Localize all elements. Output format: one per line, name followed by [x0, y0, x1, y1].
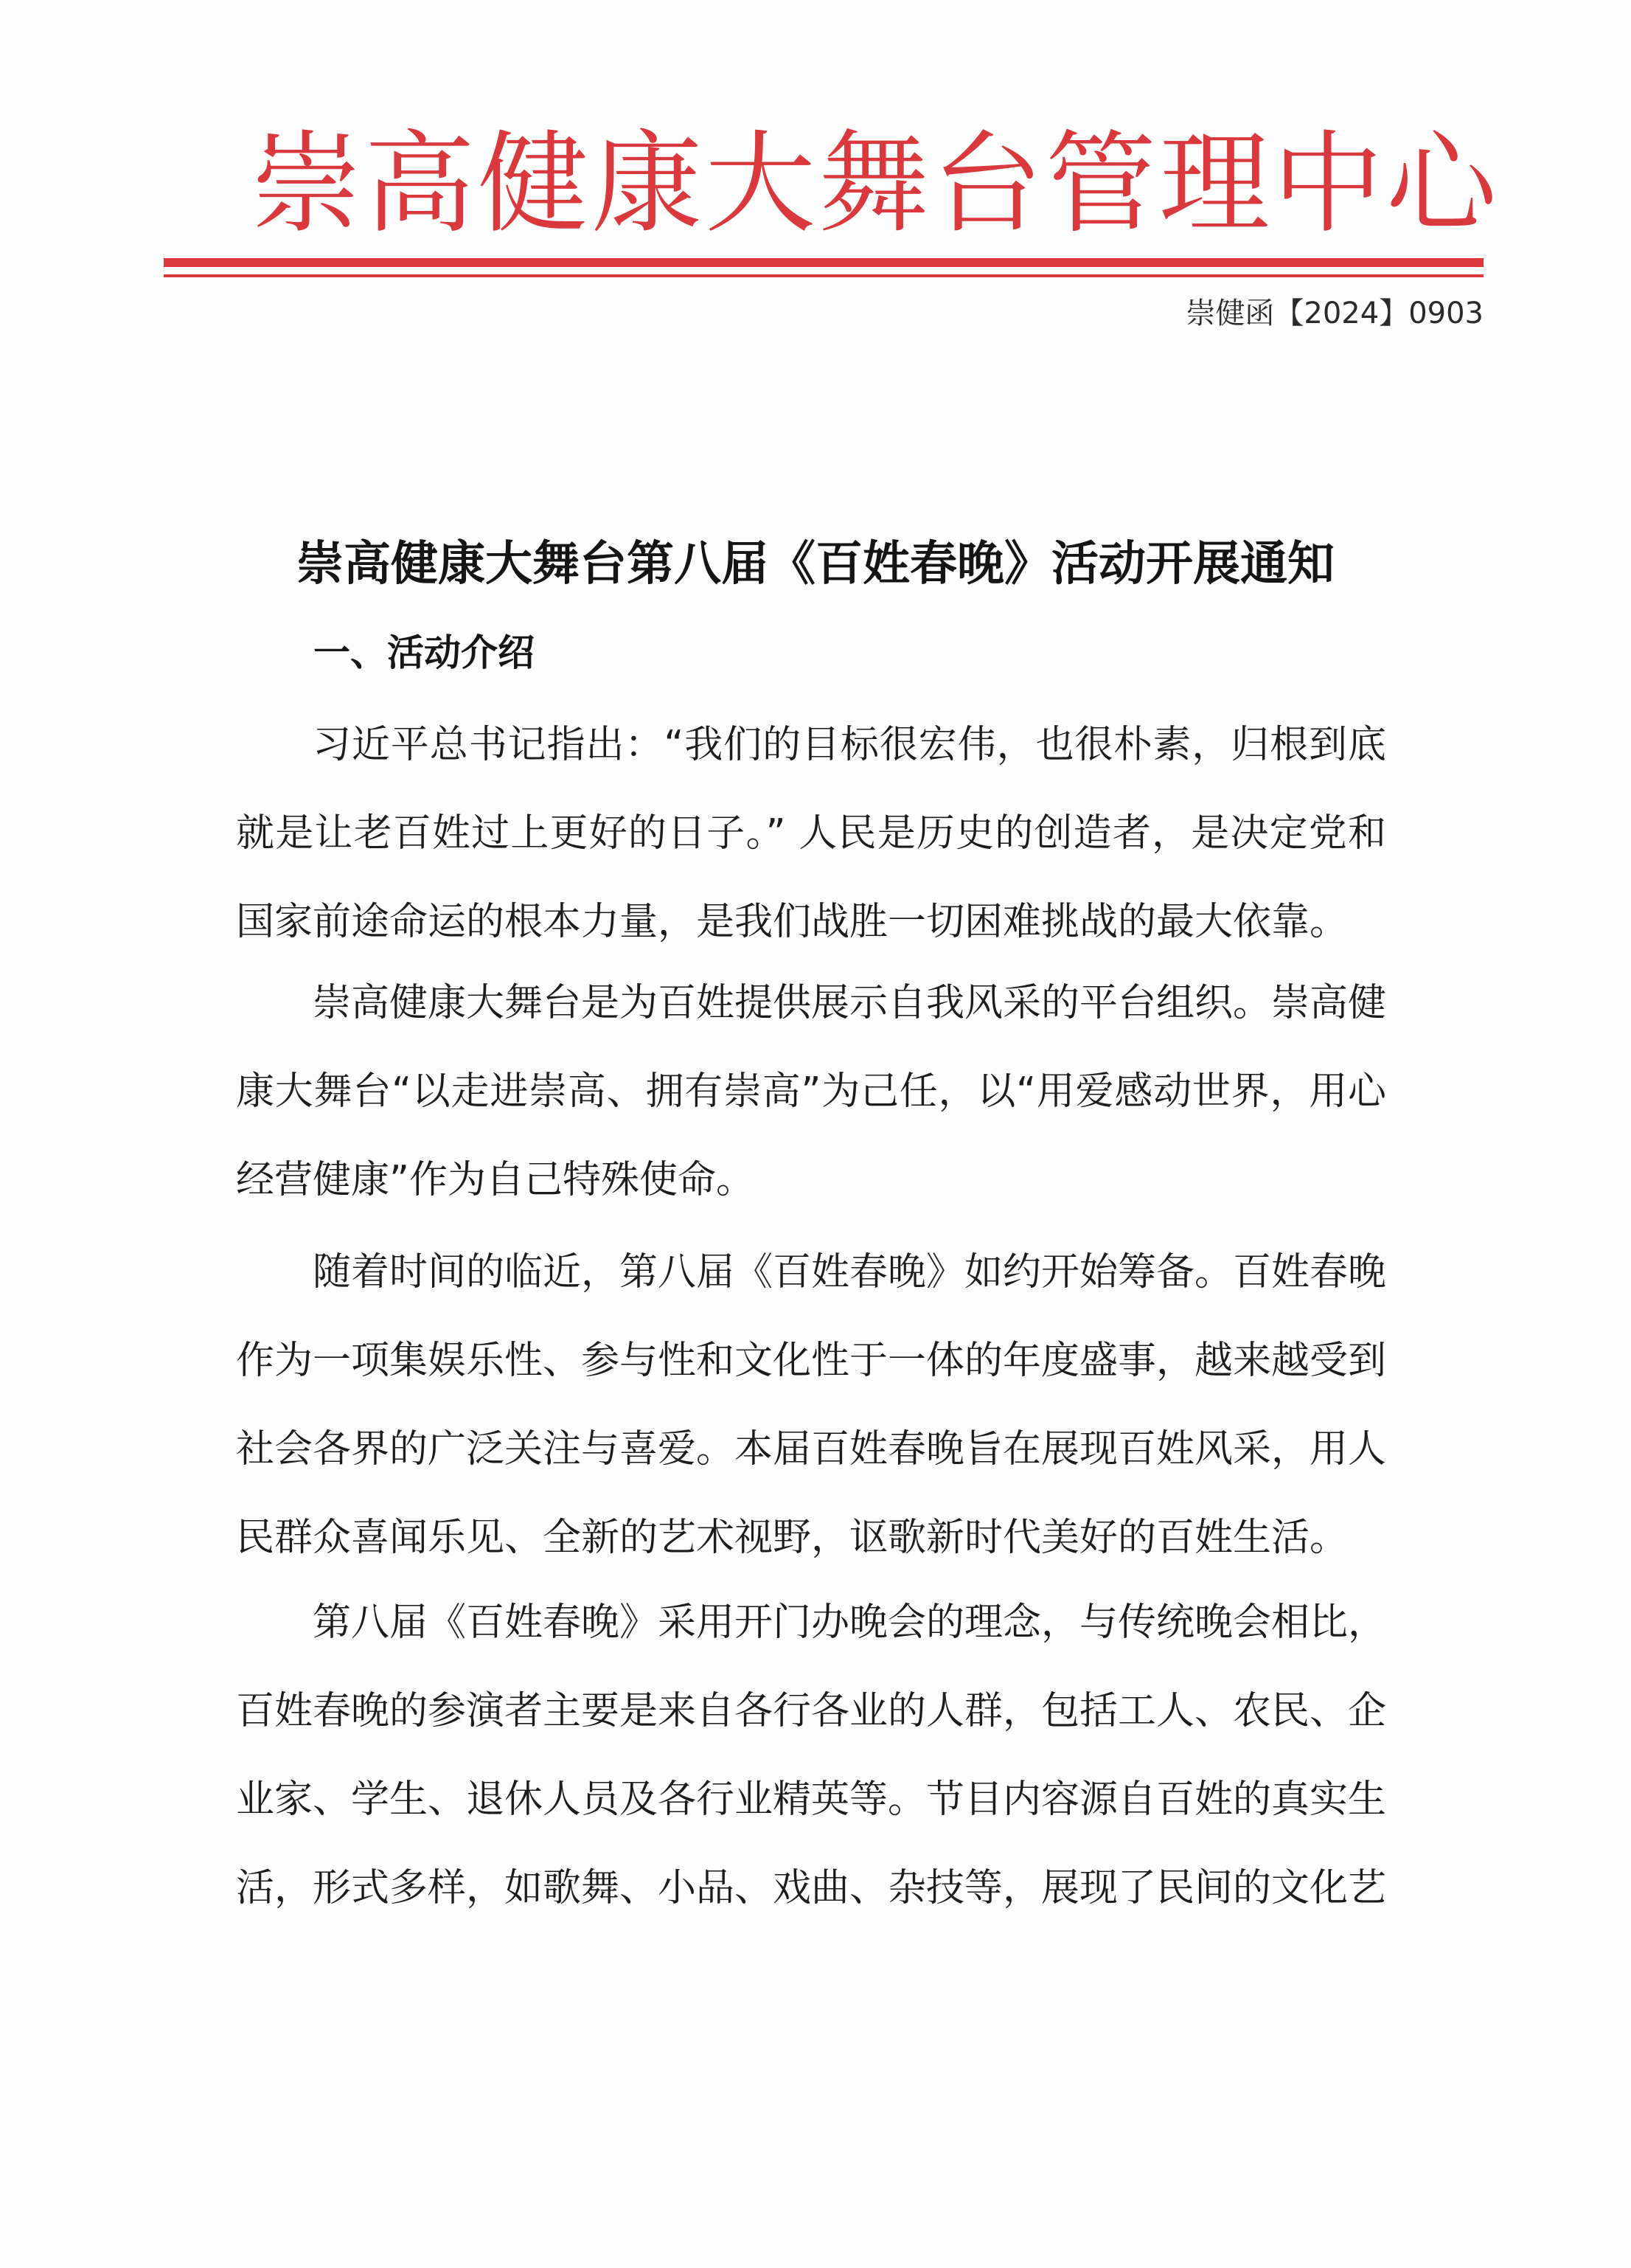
paragraph-3: 随着时间的临近，第八届《百姓春晚》如约开始筹备。百姓春晚作为一项集娱乐性、参与性和文化性于一体的年度盛事，越来越受到社会各界的广泛关注与喜爱。本届百姓春晚旨在展现百姓风采，用人民群众喜闻乐见、全新的艺术视野，讴歌新时代美好的百姓生活。: [236, 1250, 1387, 1560]
paragraph-2: 崇高健康大舞台是为百姓提供展示自我风采的平台组织。崇高健康大舞台“以走进崇高、拥有崇高”为己任，以“用爱感动世界，用心经营健康”作为自己特殊使命。: [236, 981, 1387, 1202]
letterhead-divider-thick: [164, 258, 1484, 267]
paragraph-block: [236, 701, 1386, 966]
document-number: 崇健函【2024】0903: [1186, 296, 1484, 330]
section-heading-activity-intro: 一、活动介绍: [313, 631, 535, 674]
paragraph-1: 习近平总书记指出：“我们的目标很宏伟，也很朴素，归根到底就是让老百姓过上更好的日子。” 人民是历史的创造者，是决定党和国家前途命运的根本力量，是我们战胜一切困难挑战的最大依靠。: [236, 723, 1386, 944]
organization-letterhead: 崇高健康大舞台管理中心: [251, 120, 1500, 249]
paragraph-block: [236, 1578, 1386, 1932]
paragraph-block: [236, 959, 1386, 1224]
notice-title: 崇高健康大舞台第八届《百姓春晚》活动开展通知: [296, 537, 1335, 592]
paragraph-4: 第八届《百姓春晚》采用开门办晚会的理念，与传统晚会相比，百姓春晚的参演者主要是来自各行各业的人群，包括工人、农民、企业家、学生、退休人员及各行业精英等。节目内容源自百姓的真实生活，形式多样，如歌舞、小品、戏曲、杂技等，展现了民间的文化艺: [236, 1601, 1387, 1910]
letterhead-divider-thin: [164, 274, 1484, 277]
paragraph-block: [236, 1228, 1386, 1582]
